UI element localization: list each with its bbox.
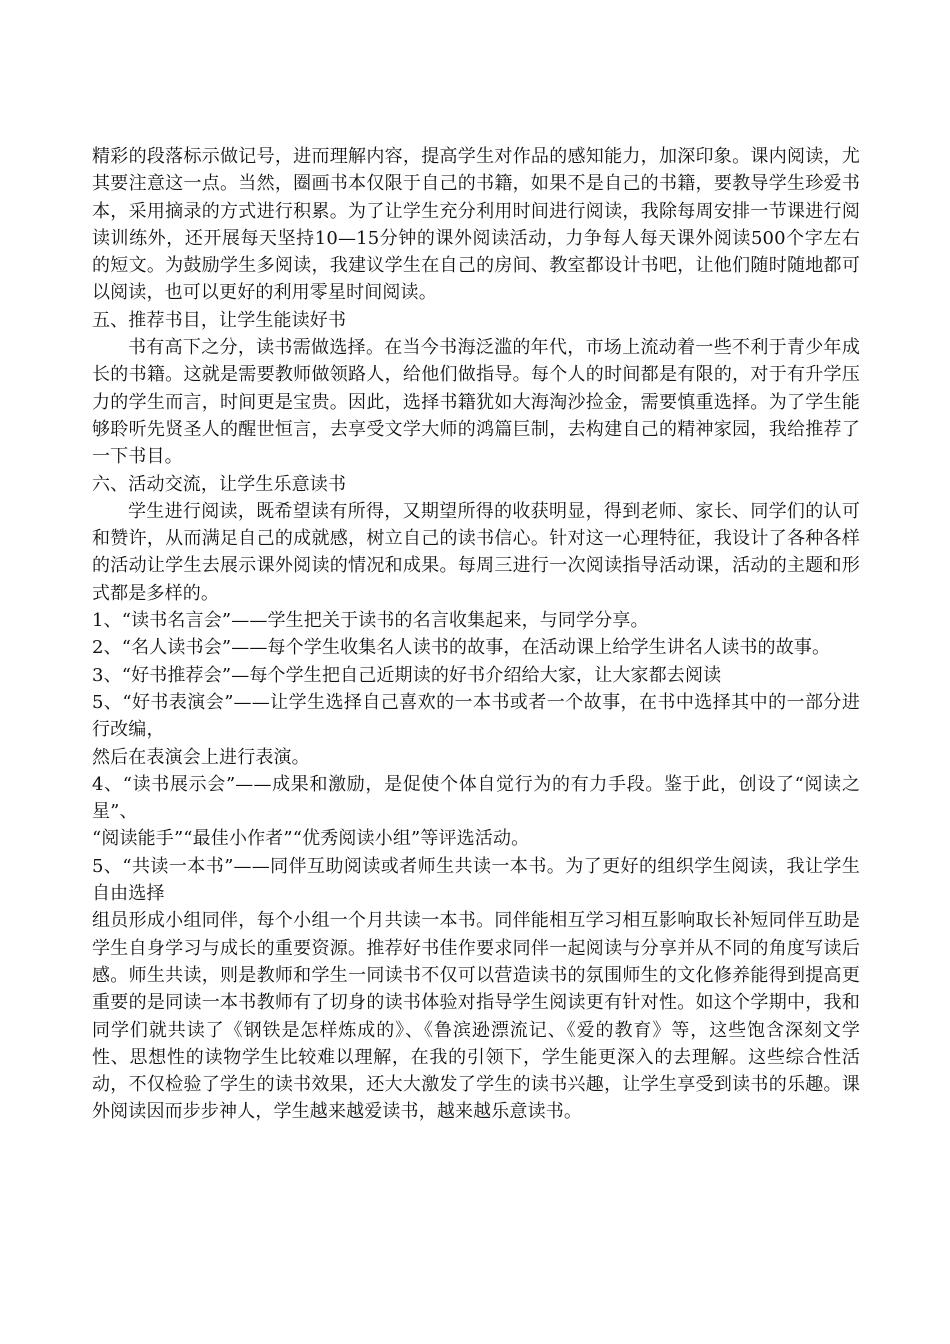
body-paragraph-book-selection: 书有高下之分，读书需做选择。在当今书海泛滥的年代，市场上流动着一些不利于青少年成长的书籍。这就是需要教师做领路人，给他们做指导。每个人的时间都是有限的，对于有升学压力的学生而言，时间更是宝贵。因此，选择书籍犹如大海淘沙捡金，需要慎重选择。为了学生能够聆听先贤圣人的醒世恒言，去享受文学大师的鸿篇巨制，去构建自己的精神家园，我给推荐了一下书目。: [92, 337, 860, 468]
section-heading-six: 六、活动交流，让学生乐意读书: [92, 473, 347, 495]
list-item-celebrity-reading: 2、“名人读书会”——每个学生收集名人读书的故事，在活动课上给学生讲名人读书的故事。: [92, 637, 831, 659]
document-page: [92, 143, 860, 1126]
list-item-reading-showcase: 4、“读书展示会”——成果和激励，是促使个体自觉行为的有力手段。鉴于此，创设了“阅读之星”、: [92, 773, 860, 823]
list-item-reading-showcase-continued: “阅读能手”“最佳小作者”“优秀阅读小组”等评选活动。: [92, 828, 530, 850]
body-paragraph-continued: 精彩的段落标示做记号，进而理解内容，提高学生对作品的感知能力，加深印象。课内阅读，尤其要注意这一点。当然，圈画书本仅限于自己的书籍，如果不是自己的书籍，要教导学生珍爱书本，采用摘录的方式进行积累。为了让学生充分利用时间进行阅读，我除每周安排一节课进行阅读训练外，还开展每天坚持10—15分钟的课外阅读活动，力争每人每天课外阅读500个字左右的短文。为鼓励学生多阅读，我建议学生在自己的房间、教室都设计书吧，让他们随时随地都可以阅读，也可以更好的利用零星时间阅读。: [92, 146, 860, 304]
body-paragraph-shared-reading: 组员形成小组同伴，每个小组一个月共读一本书。同伴能相互学习相互影响取长补短同伴互助是学生自身学习与成长的重要资源。推荐好书佳作要求同伴一起阅读与分享并从不同的角度写读后感。师生共读，则是教师和学生一同读书不仅可以营造读书的氛围师生的文化修养能得到提高更重要的是同读一本书教师有了切身的读书体验对指导学生阅读更有针对性。如这个学期中，我和同学们就共读了《钢铁是怎样炼成的》、《鲁滨逊漂流记、《爱的教育》等，这些饱含深刻文学性、思想性的读物学生比较难以理解，在我的引领下，学生能更深入的去理解。这些综合性活动，不仅检验了学生的读书效果，还大大激发了学生的读书兴趣，让学生享受到读书的乐趣。课外阅读因而步步神人，学生越来越爱读书，越来越乐意读书。: [92, 910, 860, 1123]
list-item-shared-reading: 5、“共读一本书”——同伴互助阅读或者师生共读一本书。为了更好的组织学生阅读，我让学生自由选择: [92, 855, 860, 905]
list-item-quotes-meeting: 1、“读书名言会”——学生把关于读书的名言收集起来，与同学分享。: [92, 610, 649, 632]
list-item-book-performance-continued: 然后在表演会上进行表演。: [92, 746, 310, 768]
body-paragraph-activities: 学生进行阅读，既希望读有所得，又期望所得的收获明显，得到老师、家长、同学们的认可和赞许，从而满足自己的成就感，树立自己的读书信心。针对这一心理特征，我设计了各种各样的活动让学生去展示课外阅读的情况和成果。每周三进行一次阅读指导活动课，活动的主题和形式都是多样的。: [92, 500, 860, 604]
list-item-book-performance: 5、“好书表演会”——让学生选择自己喜欢的一本书或者一个故事，在书中选择其中的一部分进行改编，: [92, 691, 860, 741]
section-heading-five: 五、推荐书目，让学生能读好书: [92, 309, 347, 331]
list-item-book-recommendation: 3、“好书推荐会”—每个学生把自己近期读的好书介绍给大家，让大家都去阅读: [92, 664, 722, 686]
